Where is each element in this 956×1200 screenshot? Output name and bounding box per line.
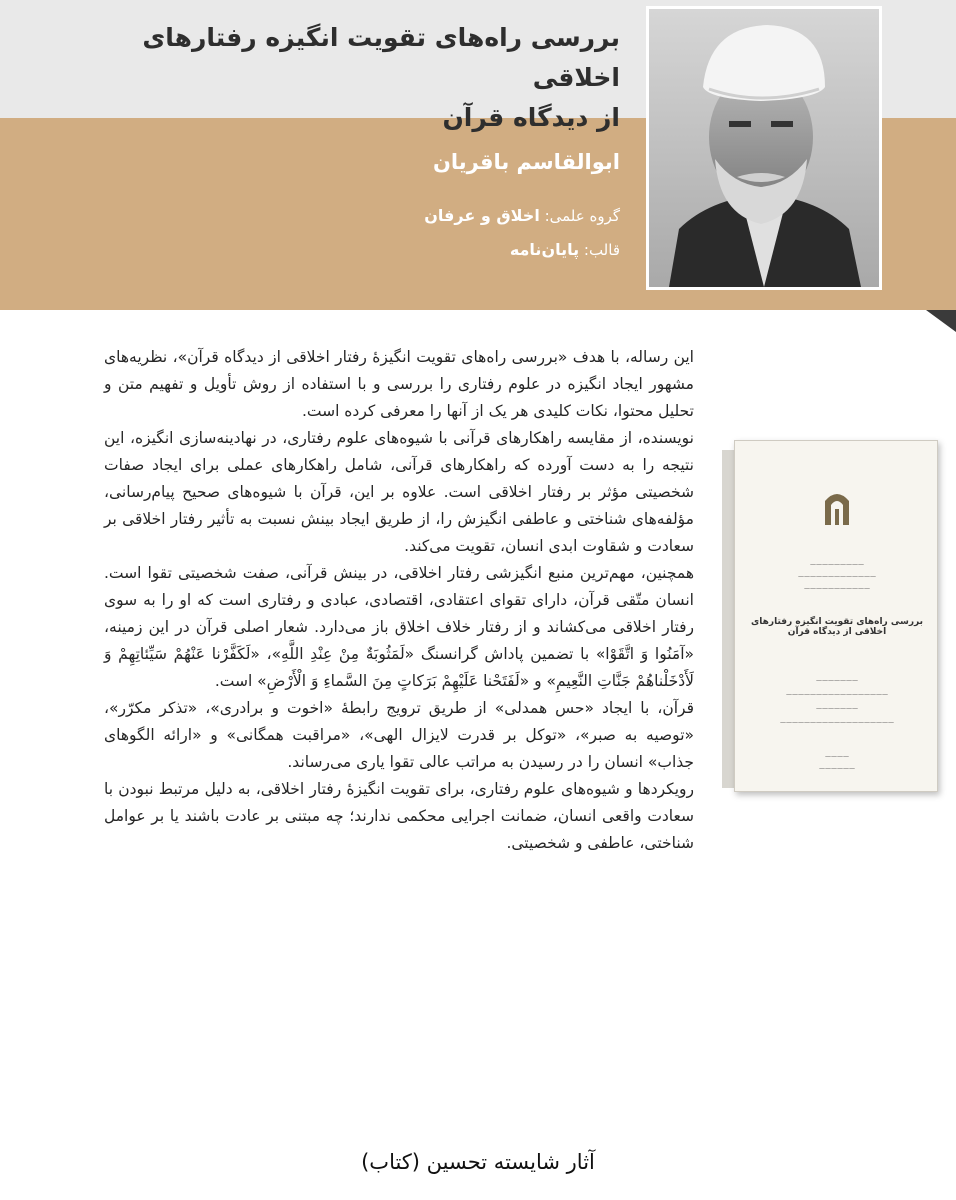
book-cover-text-line: ————————— xyxy=(810,561,864,568)
book-cover-text-line: ————————————— xyxy=(798,573,876,580)
book-cover-text-line: ——————————————————— xyxy=(780,719,894,726)
paragraph-3: همچنین، مهم‌ترین منبع انگیزشی رفتار اخلاقی، در بینش قرآنی، صفت شخصیتی تقوا است. انسان متّقی قرآن، دارای تقوای اعتقادی، اقتصادی، عبادی و رفتاری است که او را به سوی رفتار اخلاقی می‌کشاند و از رفتار خلاف اخلاق باز می‌دارد. شعار اصلی قرآن در این زمینه، «آمَنُوا وَ اتَّقَوْا» با تضمین پاداش گرانسنگ «لَمَثُوبَةٌ مِنْ عِنْدِ اللَّهِ»، «لَكَفَّرْنا عَنْهُمْ سَيِّئاتِهِمْ وَ لَأَدْخَلْناهُمْ جَنَّاتِ النَّعِيمِ» و «لَفَتَحْنا عَلَيْهِمْ بَرَكاتٍ مِنَ السَّماءِ وَ الْأَرْضِ» است. xyxy=(104,564,694,690)
institute-logo-icon xyxy=(819,485,855,527)
title-line-2: از دیدگاه قرآن xyxy=(442,103,620,132)
group-label: گروه علمی: xyxy=(539,207,620,225)
paragraph-1: این رساله، با هدف «بررسی راه‌های تقویت انگیزهٔ رفتار اخلاقی از دیدگاه قرآن»، نظریه‌های مشهور ایجاد انگیزه در علوم رفتاری را بررسی و با استفاده از روش تأویل و تفهیم متن و تحلیل محتوا، نکات کلیدی هر یک از آنها را معرفی کرده است. xyxy=(104,348,694,420)
book-cover-title: بررسی راه‌های تقویت انگیزه رفتارهای اخلاقی از دیدگاه قرآن xyxy=(751,617,923,637)
scientific-group xyxy=(120,206,620,225)
book-cover-text-line: ——————— xyxy=(816,677,858,684)
book-cover xyxy=(734,440,938,792)
book-cover-text-line: ———— xyxy=(825,753,849,760)
paragraph-4: قرآن، با ایجاد «حس همدلی» از طریق ترویج رابطهٔ «اخوت و برادری»، «تذکر مکرّر»، «توصیه به صبر»، «توکل بر قدرت لایزال الهی»، «مراقبت همگانی» و «ارائه الگوهای جذاب» انسان را در رسیدن به مراتب عالی تقوا یاری می‌رساند. xyxy=(104,699,694,771)
book-cover-text-line: —————— xyxy=(819,765,855,772)
book-cover-text-line: ——————— xyxy=(816,705,858,712)
author-portrait-image xyxy=(649,9,879,287)
author-photo xyxy=(646,6,882,290)
format-label: قالب: xyxy=(579,241,620,259)
book-cover-text-line: ————————————————— xyxy=(786,691,888,698)
paragraph-2: نویسنده، از مقایسه راهکارهای قرآنی با شیوه‌های علوم رفتاری، در نهادینه‌سازی انگیزه، این نتیجه را به دست آورده که راهکارهای قرآنی، شامل راهکارهای عملی برای ایجاد صفات شخصیتی مؤثر بر رفتار اخلاقی است. علاوه بر این، قرآن با شیوه‌های صحیح پیام‌رسانی، مؤلفه‌های شناختی و عاطفی انگیزش را، از طریق ایجاد بینش نسبت به تأثیر رفتار اخلاقی بر سعادت و شقاوت ابدی انسان، تقویت می‌کند. xyxy=(104,429,694,555)
work-format xyxy=(120,240,620,259)
page-title xyxy=(60,18,620,138)
format-value: پایان‌نامه xyxy=(509,240,580,259)
group-value: اخلاق و عرفان xyxy=(424,206,540,225)
page-caption: آثار شایسته تحسین (کتاب) xyxy=(361,1150,595,1174)
paragraph-5: رویکردها و شیوه‌های علوم رفتاری، برای تقویت انگیزهٔ رفتار اخلاقی، به دلیل مرتبط نبودن با سعادت واقعی انسان، ضمانت اجرایی محکمی ندارند؛ چه مبتنی بر عادت باشند یا بر عوامل شناختی، عاطفی و شخصیتی. xyxy=(104,780,694,852)
book-cover-image xyxy=(722,440,938,792)
author-name: ابوالقاسم باقریان xyxy=(432,150,620,174)
corner-marker xyxy=(926,310,956,332)
book-cover-text-line: ——————————— xyxy=(804,585,870,592)
title-line-1: بررسی راه‌های تقویت انگیزه رفتارهای اخلاقی xyxy=(142,23,620,92)
article-body xyxy=(104,344,694,857)
